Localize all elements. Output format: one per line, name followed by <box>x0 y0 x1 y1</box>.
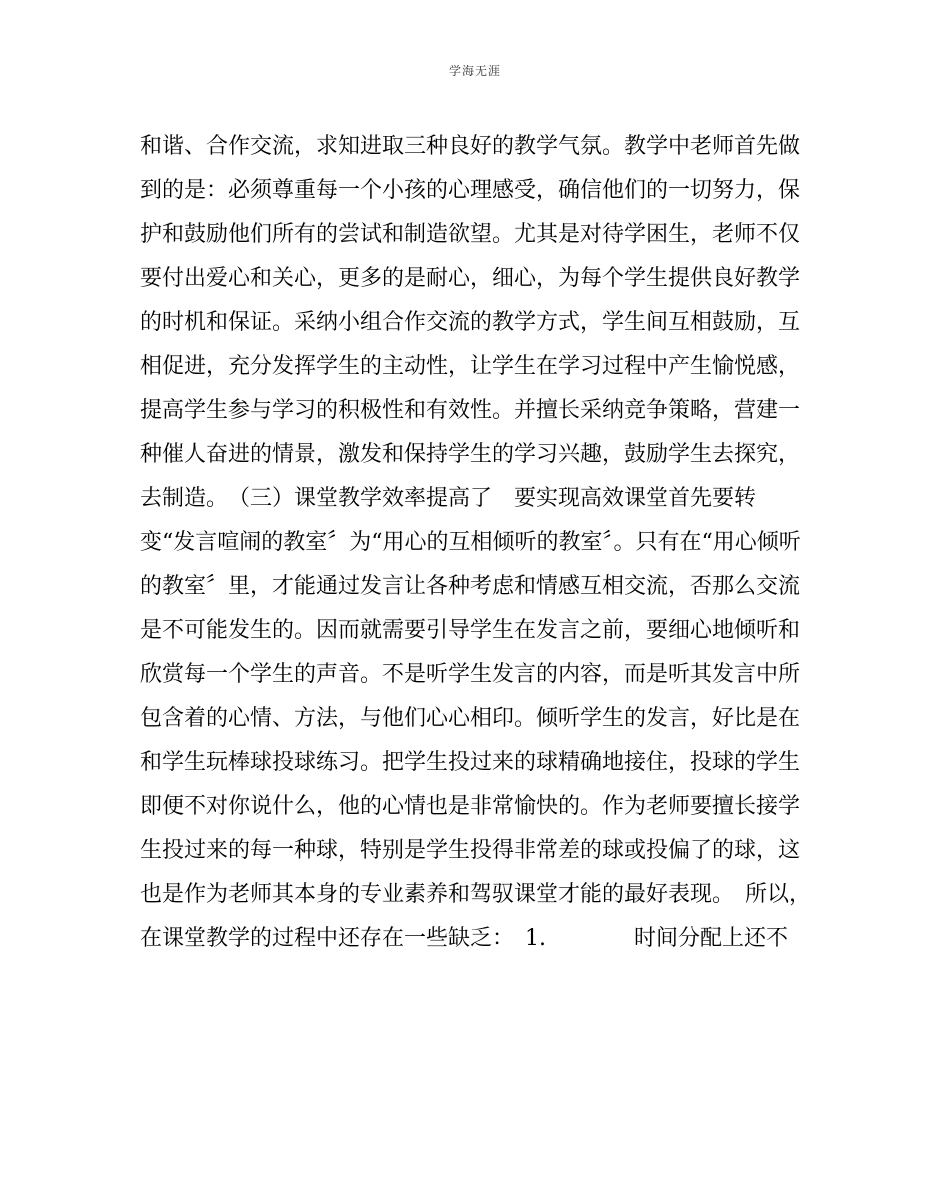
body-text <box>140 125 820 961</box>
text-line: 生投过来的每一种球，特别是学生投得非常差的球或投偏了的球，这 <box>140 838 801 863</box>
text-line: 即便不对你说什么，他的心情也是非常愉快的。作为老师要擅长接学 <box>140 794 801 819</box>
text-line: 提高学生参与学习的积极性和有效性。并擅长采纳竞争策略，营建一 <box>140 398 801 423</box>
text-line: 在课堂教学的过程中还存在一些缺乏： 1. 时间分配上还不 <box>140 926 788 951</box>
text-line: 欣赏每一个学生的声音。不是听学生发言的内容，而是听其发言中所 <box>140 662 801 687</box>
text-line: 也是作为老师其本身的专业素养和驾驭课堂才能的最好表现。 所以， <box>140 882 812 907</box>
text-line: 去制造。 （三）课堂教学效率提高了 要实现高效课堂首先要转 <box>140 486 757 511</box>
text-line: 的教室〞里，才能通过发言让各种考虑和情感互相交流，否那么交流 <box>140 574 801 599</box>
text-line: 种催人奋进的情景，激发和保持学生的学习兴趣，鼓励学生去探究， <box>140 442 801 467</box>
text-line: 到的是：必须尊重每一个小孩的心理感受，确信他们的一切努力，保 <box>140 178 801 203</box>
text-line: 的时机和保证。采纳小组合作交流的教学方式，学生间互相鼓励，互 <box>140 310 801 335</box>
text-line: 和学生玩棒球投球练习。把学生投过来的球精确地接住，投球的学生 <box>140 750 801 775</box>
page-header: 学海无涯 <box>448 64 501 78</box>
text-line: 变“发言喧闹的教室〞为“用心的互相倾听的教室〞。只有在“用心倾听 <box>140 530 801 555</box>
text-line: 和谐、合作交流，求知进取三种良好的教学气氛。教学中老师首先做 <box>140 134 801 159</box>
text-line: 是不可能发生的。因而就需要引导学生在发言之前，要细心地倾听和 <box>140 618 801 643</box>
text-line: 包含着的心情、方法，与他们心心相印。倾听学生的发言，好比是在 <box>140 706 801 731</box>
text-line: 相促进，充分发挥学生的主动性，让学生在学习过程中产生愉悦感， <box>140 354 801 379</box>
text-line: 护和鼓励他们所有的尝试和制造欲望。尤其是对待学困生，老师不仅 <box>140 222 801 247</box>
text-line: 要付出爱心和关心，更多的是耐心，细心，为每个学生提供良好教学 <box>140 266 801 291</box>
